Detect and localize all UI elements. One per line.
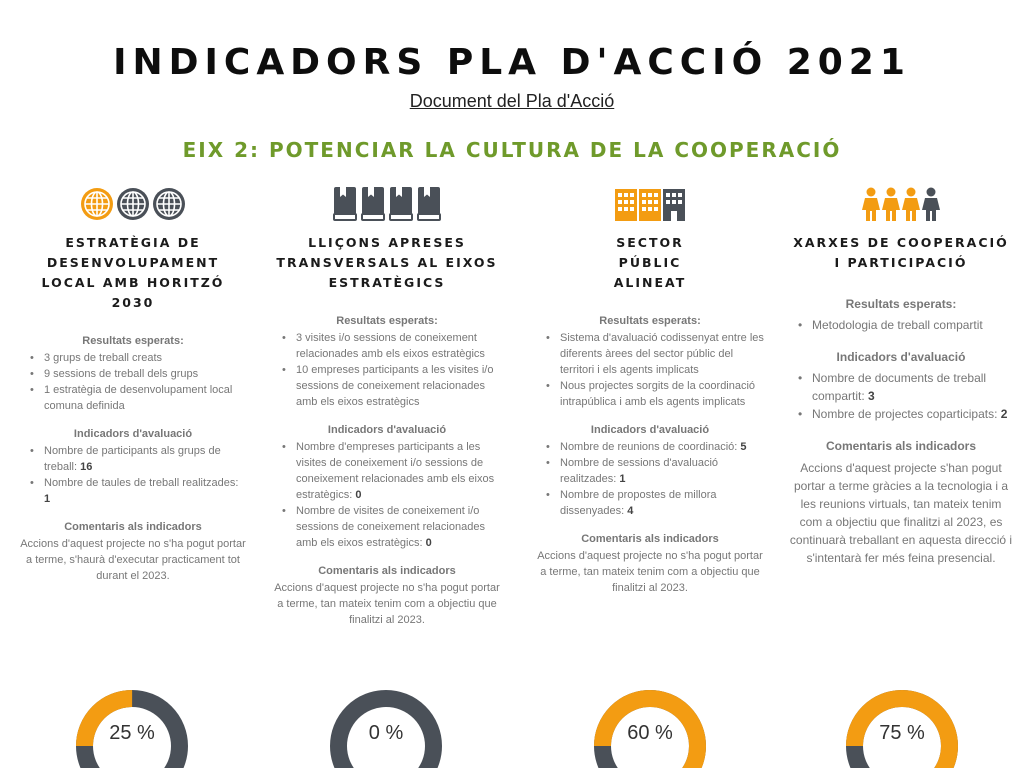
building-icon [663,187,685,221]
results-list [20,350,246,414]
comments-heading: Comentaris als indicadors [318,565,456,577]
results-heading: Resultats esperats: [845,297,957,311]
indicators-list [20,443,246,507]
list-item: • Nombre de sessions d'avaluació realitzades: 1 [560,455,764,487]
column-estrategia [20,186,246,584]
indicators-list [536,439,764,519]
list-item: • Nombre de projectes coparticipats: 2 [812,405,1014,423]
progress-percent: 25 % [109,722,155,744]
building-icon [615,187,637,221]
list-item: • Metodologia de treball compartit [812,316,1014,334]
comments-heading: Comentaris als indicadors [825,439,977,453]
document-link[interactable]: Document del Pla d'Acció [409,91,615,111]
list-item: • Nombre de propostes de millora dissenyades: 4 [560,487,764,519]
progress-percent: 75 % [879,722,925,744]
indicators-heading: Indicadors d'avaluació [73,428,193,440]
book-icon [416,186,442,222]
column-title: SECTOR PÚBLIC ALINEAT [613,235,687,290]
list-item: • 1 estratègia de desenvolupament local comuna definida [44,382,246,414]
comments-heading: Comentaris als indicadors [581,533,719,545]
list-item: • Nous projectes sorgits de la coordinació intrapública i amb els agents implicats [560,378,764,410]
book-icon [332,186,358,222]
building-icons [536,186,764,222]
comments-text: Accions d'aquest projecte s'han pogut portar a terme gràcies a la tecnologia i a les reunions virtuals, tan mateix tenim com a objectiu que finalitzi al 2023, es continuarà treballant en aquesta direcció i s'intentarà fer més feina presencial. [789,461,1013,565]
comments-text: Accions d'aquest projecte no s'ha pogut portar a terme, tan mateix tenim com a objectiu que finalitzi al 2023. [274,582,500,626]
list-item: • 9 sessions de treball dels grups [44,366,246,382]
progress-gauge [330,690,442,768]
person-icon [922,187,940,221]
list-item: • Nombre d'empreses participants a les visites de coneixement i/o sessions de coneixement relacionades amb els eixos estratègics: 0 [296,439,502,503]
person-icon [882,187,900,221]
column-title: XARXES DE COOPERACIÓ I PARTICIPACIÓ [793,235,1009,270]
globe-icon [152,187,186,221]
column-title: ESTRATÈGIA DE DESENVOLUPAMENT LOCAL AMB HORITZÓ 2030 [41,235,225,310]
list-item: • Sistema d'avaluació codissenyat entre les diferents àrees del sector públic del territori i els agents implicats [560,330,764,378]
book-icon [360,186,386,222]
comments-text: Accions d'aquest projecte no s'ha pogut portar a terme, tan mateix tenim com a objectiu que finalitzi al 2023. [537,550,763,594]
indicators-heading: Indicadors d'avaluació [590,424,710,436]
comments-heading: Comentaris als indicadors [64,521,202,533]
list-item: • Nombre de documents de treball compartit: 3 [812,369,1014,405]
indicators-list [272,439,502,551]
progress-percent: 60 % [627,722,673,744]
building-icon [639,187,661,221]
book-icon [388,186,414,222]
column-llicons [272,186,502,628]
globe-icon [80,187,114,221]
list-item: • 10 empreses participants a les visites i/o sessions de coneixement relacionades amb els eixos estratègics [296,362,502,410]
results-heading: Resultats esperats: [599,315,701,327]
book-icons [272,186,502,222]
people-icons [788,186,1014,222]
results-heading: Resultats esperats: [336,315,438,327]
column-title: LLIÇONS APRESES TRANSVERSALS AL EIXOS ESTRATÈGICS [276,235,498,290]
list-item: • 3 grups de treball creats [44,350,246,366]
person-icon [862,187,880,221]
comments-text: Accions d'aquest projecte no s'ha pogut portar a terme, s'haurà d'executar practicament tot durant el 2023. [20,538,246,582]
results-list [788,316,1014,334]
indicators-heading: Indicadors d'avaluació [836,350,966,364]
results-list [272,330,502,410]
progress-gauge [76,690,188,768]
list-item: • Nombre de participants als grups de treball: 16 [44,443,246,475]
list-item: • Nombre de reunions de coordinació: 5 [560,439,764,455]
globe-icons [20,186,246,222]
progress-gauge [846,690,958,768]
progress-percent: 0 % [368,722,404,744]
column-sector-public [536,186,764,596]
list-item: • 3 visites i/o sessions de coneixement relacionades amb els eixos estratègics [296,330,502,362]
list-item: • Nombre de visites de coneixement i/o sessions de coneixement relacionades amb els eixos estratègics: 0 [296,503,502,551]
results-list [536,330,764,410]
list-item: • Nombre de taules de treball realitzades: 1 [44,475,246,507]
indicators-heading: Indicadors d'avaluació [327,424,447,436]
indicators-list [788,369,1014,423]
person-icon [902,187,920,221]
results-heading: Resultats esperats: [82,335,184,347]
axis-heading: EIX 2: POTENCIAR LA CULTURA DE LA COOPERACIÓ [182,138,842,162]
progress-gauge [594,690,706,768]
page-title: INDICADORS PLA D'ACCIÓ 2021 [113,42,911,83]
column-xarxes [788,186,1014,567]
globe-icon [116,187,150,221]
